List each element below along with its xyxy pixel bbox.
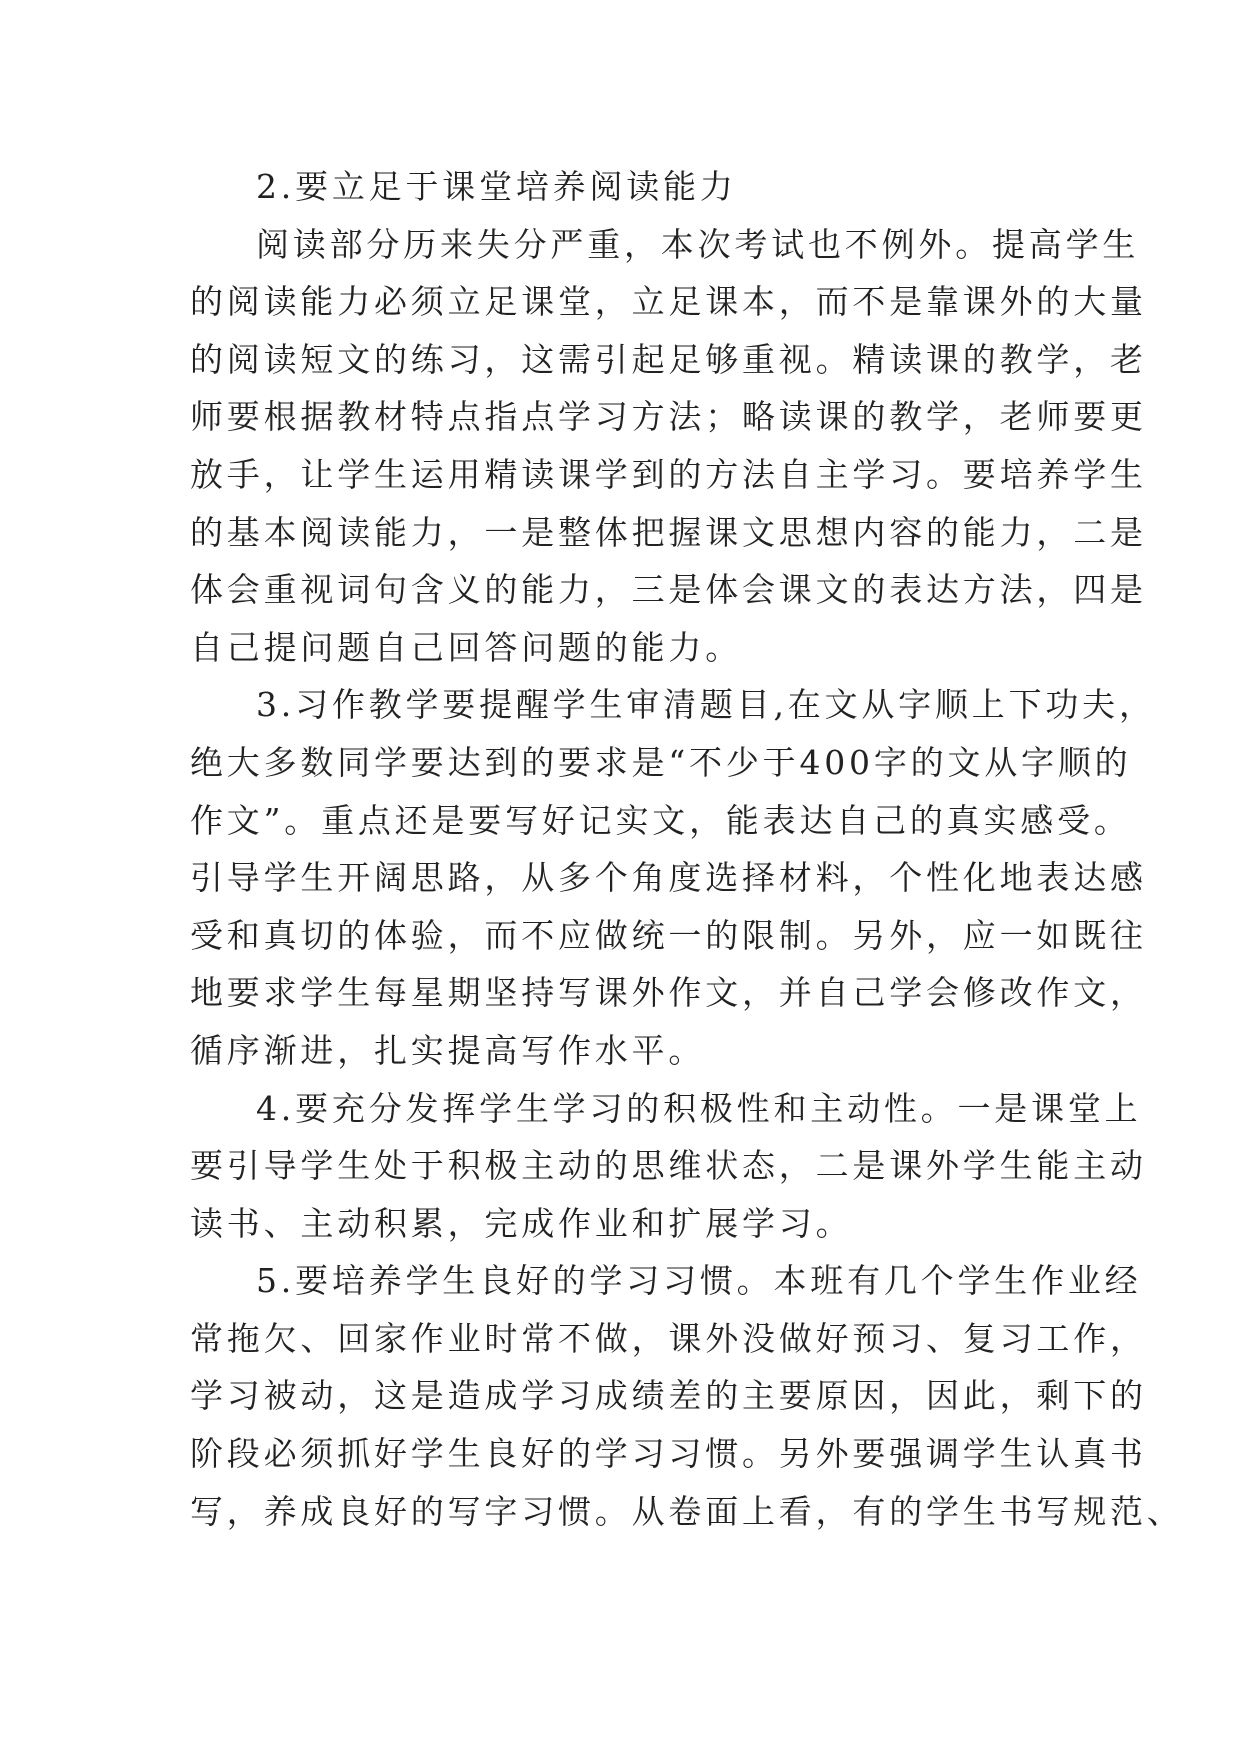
heading-item-2: 2.要立足于课堂培养阅读能力: [256, 167, 737, 206]
paragraph-line: 绝大多数同学要达到的要求是“不少于400字的文从字顺的: [190, 742, 1132, 782]
paragraph-line: 的阅读能力必须立足课堂，立足课本，而不是靠课外的大量: [190, 282, 1147, 322]
paragraph-line-item-4: 4.要充分发挥学生学习的积极性和主动性。一是课堂上: [256, 1088, 1142, 1128]
paragraph-line: 循序渐进，扎实提高写作水平。: [190, 1030, 706, 1070]
paragraph-line: 读书、主动积累，完成作业和扩展学习。: [190, 1203, 853, 1243]
paragraph-line: 体会重视词句含义的能力，三是体会课文的表达方法，四是: [190, 570, 1147, 610]
paragraph-line: 阶段必须抓好学生良好的学习习惯。另外要强调学生认真书: [190, 1434, 1147, 1474]
paragraph-line: 师要根据教材特点指点学习方法；略读课的教学，老师要更: [190, 397, 1147, 437]
paragraph-line: 引导学生开阔思路，从多个角度选择材料，个性化地表达感: [190, 858, 1147, 898]
document-body: [190, 158, 1184, 1540]
paragraph-line: 地要求学生每星期坚持写课外作文，并自己学会修改作文，: [190, 973, 1147, 1013]
paragraph-line: 写，养成良好的写字习惯。从卷面上看，有的学生书写规范、: [190, 1491, 1184, 1531]
paragraph-line: 自己提问题自己回答问题的能力。: [190, 627, 742, 667]
paragraph-line: 常拖欠、回家作业时常不做，课外没做好预习、复习工作，: [190, 1318, 1147, 1358]
paragraph-line-item-3: 3.习作教学要提醒学生审清题目,在文从字顺上下功夫，: [256, 685, 1156, 725]
paragraph-line: 要引导学生处于积极主动的思维状态，二是课外学生能主动: [190, 1146, 1147, 1186]
paragraph-line: 作文”。重点还是要写好记实文，能表达自己的真实感受。: [190, 800, 1131, 840]
paragraph-line: 放手，让学生运用精读课学到的方法自主学习。要培养学生: [190, 454, 1147, 494]
paragraph-line: 的阅读短文的练习，这需引起足够重视。精读课的教学，老: [190, 339, 1147, 379]
paragraph-line-item-5: 5.要培养学生良好的学习习惯。本班有几个学生作业经: [256, 1261, 1142, 1301]
paragraph-line: 阅读部分历来失分严重，本次考试也不例外。提高学生: [256, 224, 1140, 264]
paragraph-line: 学习被动，这是造成学习成绩差的主要原因，因此，剩下的: [190, 1376, 1147, 1416]
paragraph-line: 的基本阅读能力，一是整体把握课文思想内容的能力，二是: [190, 512, 1147, 552]
paragraph-line: 受和真切的体验，而不应做统一的限制。另外，应一如既往: [190, 915, 1147, 955]
